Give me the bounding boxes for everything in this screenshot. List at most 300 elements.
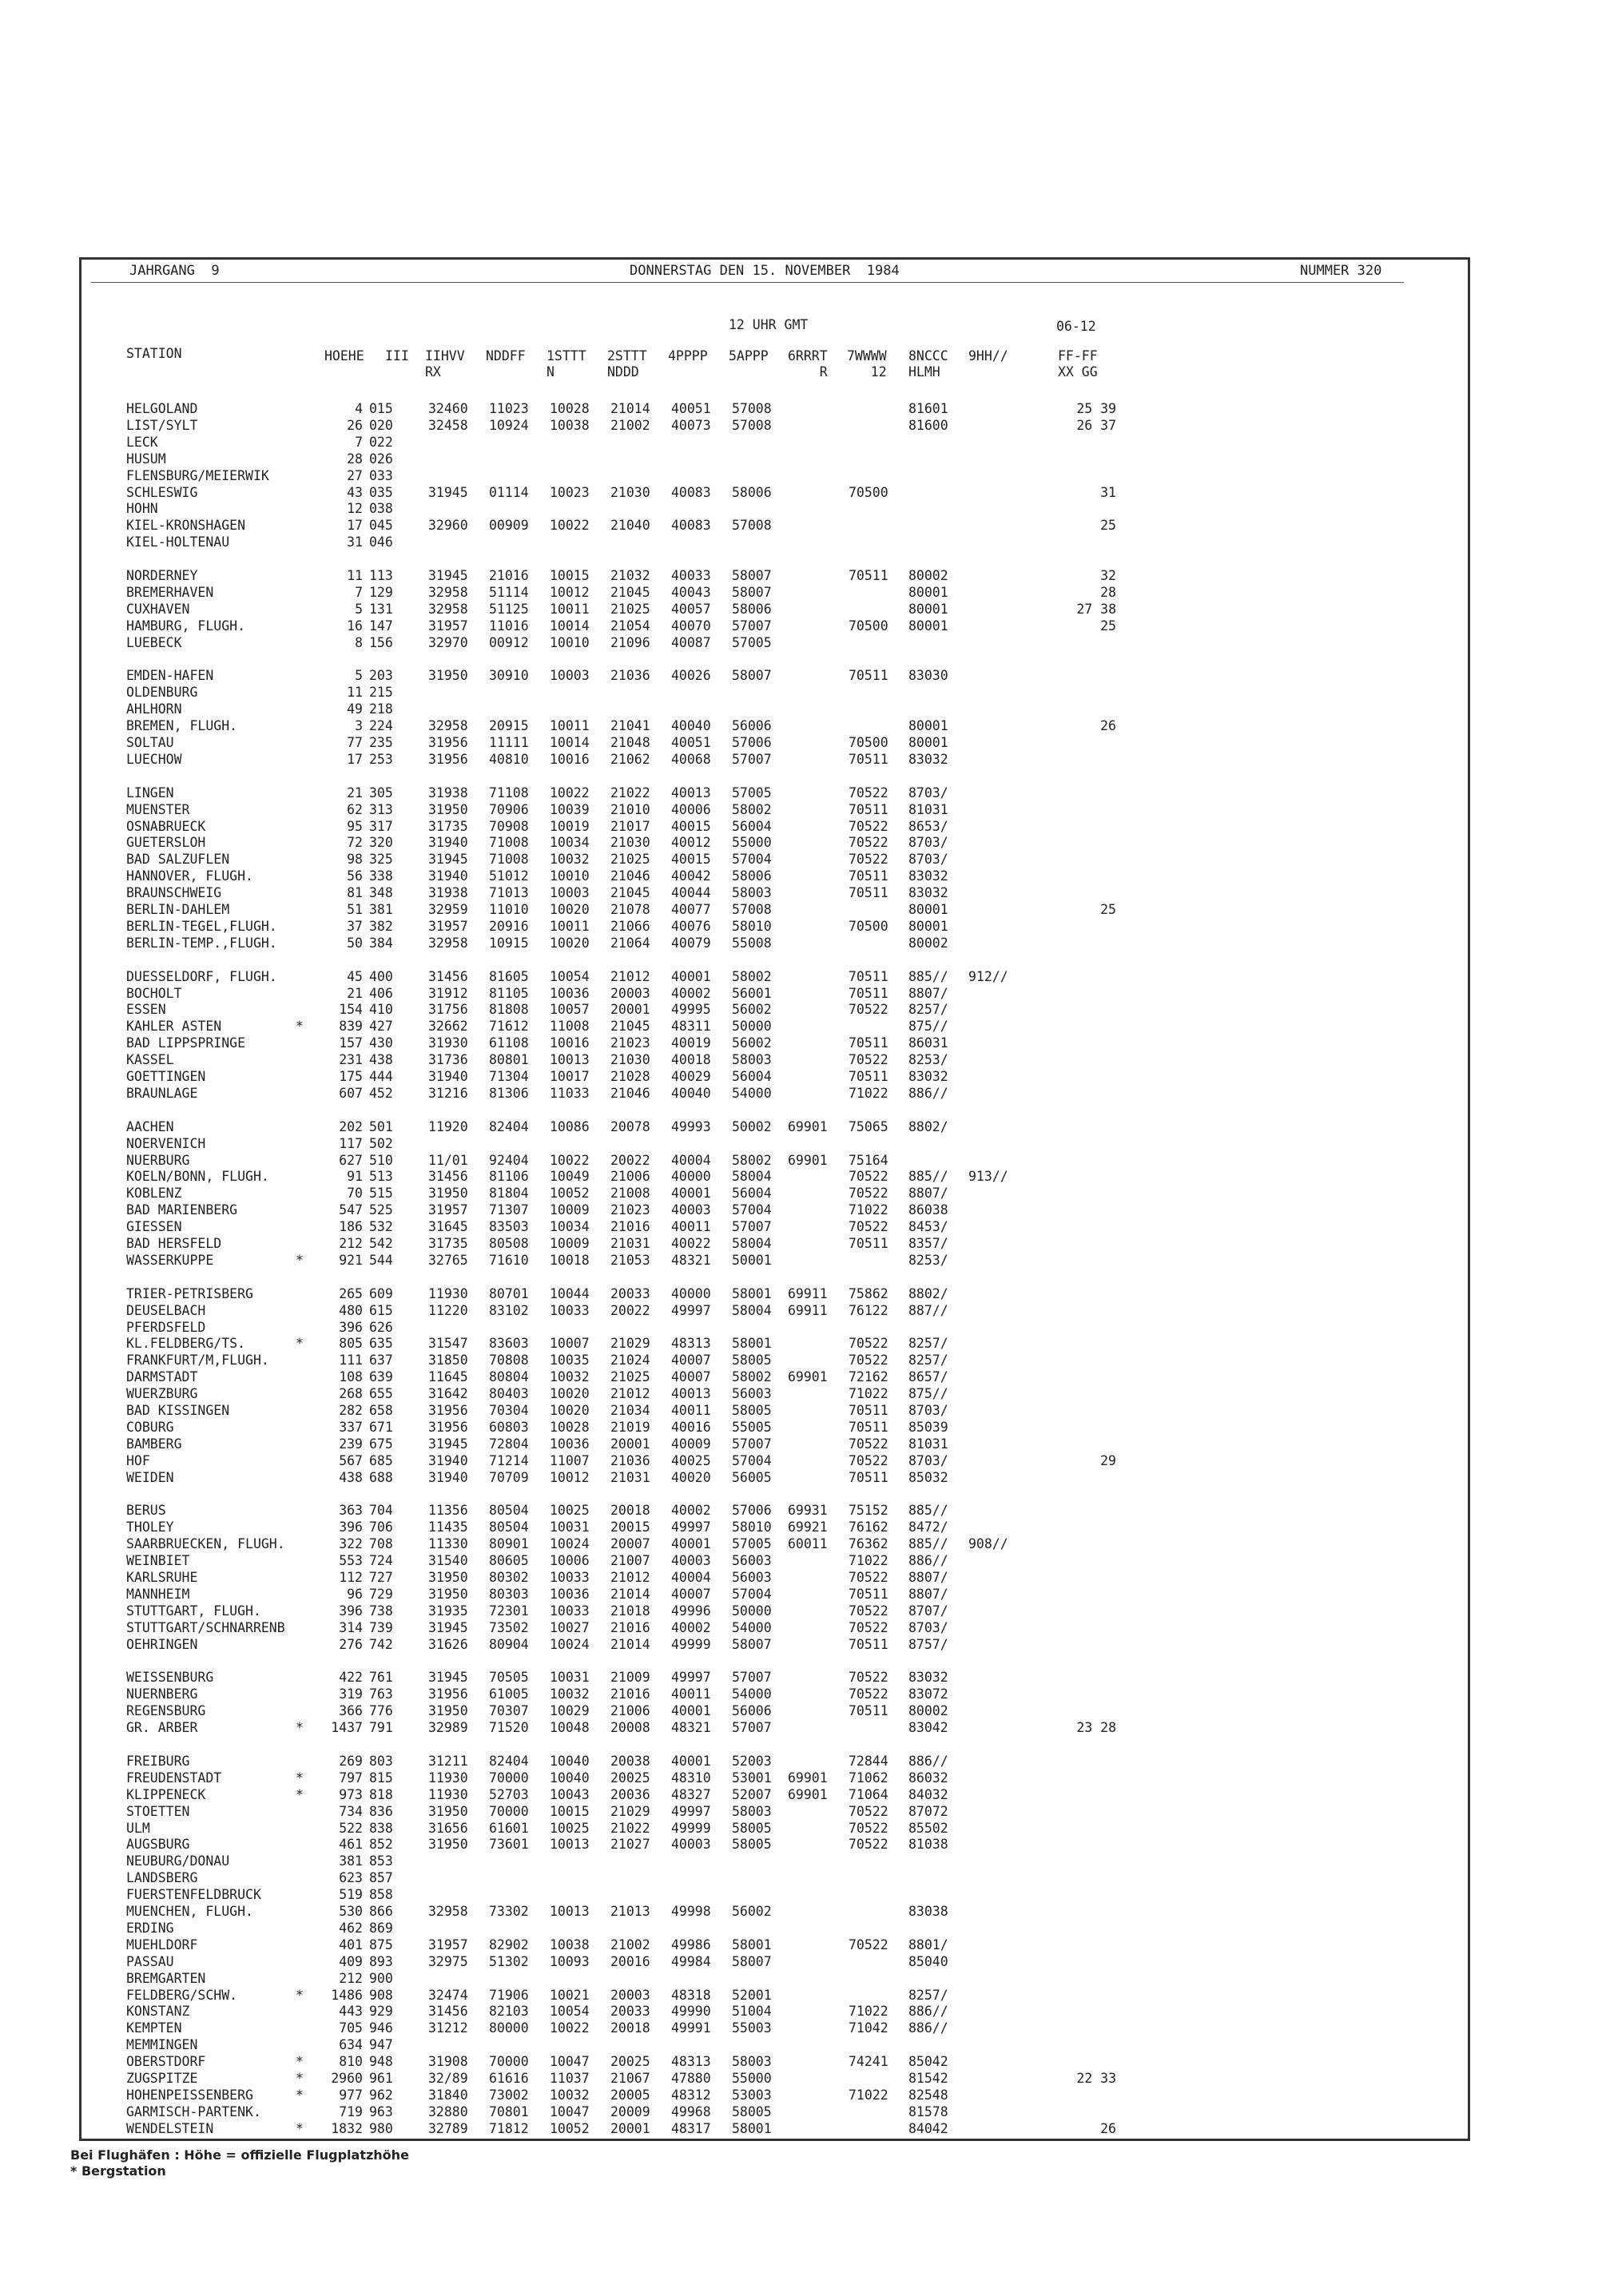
height: 108 — [339, 1369, 363, 1385]
iihvv: 31940 — [428, 1069, 468, 1084]
station-name: BERLIN-DAHLEM — [126, 902, 230, 917]
4pppp: 40044 — [671, 885, 711, 901]
8nccc: 8807/ — [908, 1186, 948, 1202]
nddff: 10924 — [489, 417, 529, 433]
2sttt: 20001 — [610, 1002, 650, 1018]
5appp: 55008 — [732, 935, 772, 951]
height: 186 — [339, 1219, 363, 1235]
height: 268 — [339, 1386, 363, 1402]
col-nddff: NDDFF — [486, 348, 526, 363]
2sttt: 20078 — [610, 1118, 650, 1134]
5appp: 58001 — [732, 1937, 772, 1952]
nddff: 61108 — [489, 1035, 529, 1051]
iihvv: 31945 — [428, 568, 468, 583]
1sttt: 10020 — [550, 935, 590, 951]
iihvv: 31735 — [428, 1236, 468, 1251]
height: 366 — [339, 1703, 363, 1719]
station-id: 400 — [369, 968, 393, 984]
iihvv: 32958 — [428, 718, 468, 734]
8nccc: 886// — [908, 1553, 948, 1569]
5appp: 58006 — [732, 868, 772, 884]
8nccc: 80002 — [908, 568, 948, 583]
7wwww: 70522 — [849, 835, 888, 851]
iihvv: 31645 — [428, 1219, 468, 1235]
5appp: 58001 — [732, 2120, 772, 2136]
station-name: ULM — [126, 1820, 150, 1836]
8nccc: 8453/ — [908, 1219, 948, 1235]
iihvv: 31950 — [428, 1570, 468, 1585]
1sttt: 10024 — [550, 1636, 590, 1652]
8nccc: 85032 — [908, 1469, 948, 1485]
height: 5 — [355, 601, 363, 617]
iihvv: 31956 — [428, 1419, 468, 1435]
8nccc: 81601 — [908, 401, 948, 416]
iihvv: 31930 — [428, 1035, 468, 1051]
height: 175 — [339, 1069, 363, 1084]
height: 1437 — [331, 1720, 363, 1736]
station-name: BERLIN-TEMP.,FLUGH. — [126, 935, 277, 951]
8nccc: 887// — [908, 1302, 948, 1318]
4pppp: 40087 — [671, 634, 711, 650]
2sttt: 21023 — [610, 1035, 650, 1051]
station-id: 510 — [369, 1152, 393, 1168]
ff-gusts: 25 — [1100, 902, 1116, 917]
jahrgang-label: JAHRGANG 9 — [129, 263, 220, 279]
8nccc: 86032 — [908, 1770, 948, 1786]
nddff: 73601 — [489, 1837, 529, 1853]
nddff: 70304 — [489, 1403, 529, 1418]
height: 212 — [339, 1970, 363, 1986]
2sttt: 20001 — [610, 1436, 650, 1452]
5appp: 51004 — [732, 2004, 772, 2020]
1sttt: 10022 — [550, 1152, 590, 1168]
iihvv: 11930 — [428, 1285, 468, 1301]
height: 797 — [339, 1770, 363, 1786]
1sttt: 10013 — [550, 1837, 590, 1853]
station-name: NEUBURG/DONAU — [126, 1853, 230, 1869]
station-id: 815 — [369, 1770, 393, 1786]
8nccc: 83042 — [908, 1720, 948, 1736]
iihvv: 31736 — [428, 1052, 468, 1068]
2sttt: 21019 — [610, 1419, 650, 1435]
station-id: 946 — [369, 2020, 393, 2036]
1sttt: 11007 — [550, 1452, 590, 1468]
7wwww: 70522 — [849, 1186, 888, 1202]
7wwww: 70511 — [849, 968, 888, 984]
7wwww: 70522 — [849, 1452, 888, 1468]
height: 396 — [339, 1519, 363, 1535]
1sttt: 10086 — [550, 1118, 590, 1134]
2sttt: 21030 — [610, 1052, 650, 1068]
nddff: 71008 — [489, 835, 529, 851]
station-name: BAD SALZUFLEN — [126, 852, 230, 868]
1sttt: 11008 — [550, 1019, 590, 1035]
station-name: DARMSTADT — [126, 1369, 198, 1385]
station-name: KOBLENZ — [126, 1186, 182, 1202]
station-id: 688 — [369, 1469, 393, 1485]
8nccc: 8801/ — [908, 1937, 948, 1952]
7wwww: 71062 — [849, 1770, 888, 1786]
station-name: BREMGARTEN — [126, 1970, 206, 1986]
5appp: 55000 — [732, 2071, 772, 2086]
station-id: 427 — [369, 1019, 393, 1035]
8nccc: 886// — [908, 2020, 948, 2036]
1sttt: 10013 — [550, 1904, 590, 1919]
1sttt: 10015 — [550, 568, 590, 583]
nddff: 70505 — [489, 1670, 529, 1686]
4pppp: 49968 — [671, 2103, 711, 2119]
4pppp: 40002 — [671, 1503, 711, 1519]
iihvv: 11920 — [428, 1118, 468, 1134]
6rrrt: 69901 — [788, 1770, 828, 1786]
4pppp: 40000 — [671, 1285, 711, 1301]
4pppp: 40012 — [671, 835, 711, 851]
col-7wwww: 7WWWW 12 — [847, 348, 887, 379]
1sttt: 10020 — [550, 902, 590, 917]
station-name: KIEL-HOLTENAU — [126, 534, 230, 550]
2sttt: 21012 — [610, 1386, 650, 1402]
1sttt: 10032 — [550, 852, 590, 868]
station-id: 020 — [369, 417, 393, 433]
1sttt: 10011 — [550, 601, 590, 617]
nddff: 11111 — [489, 735, 529, 750]
station-name: BAD HERSFELD — [126, 1236, 222, 1251]
1sttt: 10006 — [550, 1553, 590, 1569]
4pppp: 40000 — [671, 1169, 711, 1185]
2sttt: 21045 — [610, 885, 650, 901]
1sttt: 10032 — [550, 1686, 590, 1702]
1sttt: 10029 — [550, 1703, 590, 1719]
7wwww: 70511 — [849, 568, 888, 583]
weather-table-sheet — [79, 257, 1470, 2141]
station-name: WENDELSTEIN — [126, 2120, 214, 2136]
station-name: HUSUM — [126, 451, 166, 467]
8nccc: 886// — [908, 1753, 948, 1769]
1sttt: 10012 — [550, 1469, 590, 1485]
6rrrt: 69931 — [788, 1503, 828, 1519]
8nccc: 8257/ — [908, 1353, 948, 1368]
1sttt: 10043 — [550, 1786, 590, 1802]
height: 4 — [355, 401, 363, 416]
7wwww: 70500 — [849, 735, 888, 750]
col-2sttt: 2STTT NDDD — [607, 348, 647, 379]
iihvv: 31945 — [428, 484, 468, 500]
7wwww: 71022 — [849, 1553, 888, 1569]
1sttt: 10038 — [550, 417, 590, 433]
4pppp: 49999 — [671, 1636, 711, 1652]
4pppp: 49999 — [671, 1820, 711, 1836]
6rrrt: 69911 — [788, 1285, 828, 1301]
4pppp: 40001 — [671, 1703, 711, 1719]
iihvv: 31940 — [428, 835, 468, 851]
4pppp: 40004 — [671, 1152, 711, 1168]
4pppp: 40042 — [671, 868, 711, 884]
height: 401 — [339, 1937, 363, 1952]
station-id: 727 — [369, 1570, 393, 1585]
height: 396 — [339, 1319, 363, 1335]
2sttt: 20025 — [610, 2054, 650, 2070]
nddff: 70908 — [489, 818, 529, 834]
4pppp: 48311 — [671, 1019, 711, 1035]
4pppp: 49997 — [671, 1519, 711, 1535]
station-name: EMDEN-HAFEN — [126, 668, 214, 684]
8nccc: 8257/ — [908, 1987, 948, 2003]
4pppp: 40043 — [671, 584, 711, 600]
nddff: 80508 — [489, 1236, 529, 1251]
4pppp: 40009 — [671, 1436, 711, 1452]
4pppp: 40001 — [671, 1753, 711, 1769]
height: 322 — [339, 1536, 363, 1552]
height: 7 — [355, 584, 363, 600]
station-name: GARMISCH-PARTENK. — [126, 2103, 261, 2119]
6rrrt: 69901 — [788, 1118, 828, 1134]
5appp: 58007 — [732, 1636, 772, 1652]
station-id: 852 — [369, 1837, 393, 1853]
nddff: 71108 — [489, 785, 529, 800]
station-name: BRAUNLAGE — [126, 1085, 198, 1101]
1sttt: 10048 — [550, 1720, 590, 1736]
2sttt: 21029 — [610, 1803, 650, 1819]
5appp: 58004 — [732, 1302, 772, 1318]
iihvv: 32959 — [428, 902, 468, 917]
1sttt: 10031 — [550, 1519, 590, 1535]
2sttt: 21002 — [610, 417, 650, 433]
4pppp: 40019 — [671, 1035, 711, 1051]
iihvv: 31956 — [428, 735, 468, 750]
2sttt: 21030 — [610, 484, 650, 500]
height: 157 — [339, 1035, 363, 1051]
nddff: 71612 — [489, 1019, 529, 1035]
station-id: 869 — [369, 1920, 393, 1936]
height: 96 — [347, 1586, 363, 1602]
iihvv: 31212 — [428, 2020, 468, 2036]
nddff: 80904 — [489, 1636, 529, 1652]
4pppp: 40003 — [671, 1553, 711, 1569]
4pppp: 40001 — [671, 1536, 711, 1552]
station-name: THOLEY — [126, 1519, 174, 1535]
2sttt: 20033 — [610, 2004, 650, 2020]
height: 56 — [347, 868, 363, 884]
height: 91 — [347, 1169, 363, 1185]
station-id: 626 — [369, 1319, 393, 1335]
4pppp: 40007 — [671, 1369, 711, 1385]
5appp: 57008 — [732, 902, 772, 917]
height: 443 — [339, 2004, 363, 2020]
1sttt: 11037 — [550, 2071, 590, 2086]
height: 72 — [347, 835, 363, 851]
6rrrt: 69901 — [788, 1369, 828, 1385]
8nccc: 8703/ — [908, 1452, 948, 1468]
nddff: 71307 — [489, 1202, 529, 1218]
height: 12 — [347, 501, 363, 517]
8nccc: 84042 — [908, 2120, 948, 2136]
station-name: REGENSBURG — [126, 1703, 206, 1719]
5appp: 57008 — [732, 518, 772, 534]
station-id: 791 — [369, 1720, 393, 1736]
ff-gusts: 28 — [1100, 584, 1116, 600]
mountain-marker: * — [296, 1336, 304, 1352]
8nccc: 80001 — [908, 618, 948, 634]
8nccc: 886// — [908, 1085, 948, 1101]
station-id: 444 — [369, 1069, 393, 1084]
height: 111 — [339, 1353, 363, 1368]
4pppp: 48312 — [671, 2087, 711, 2103]
station-name: BERLIN-TEGEL,FLUGH. — [126, 918, 277, 934]
height: 319 — [339, 1686, 363, 1702]
nddff: 61005 — [489, 1686, 529, 1702]
issue-number: NUMMER 320 — [1300, 263, 1382, 279]
2sttt: 20009 — [610, 2103, 650, 2119]
5appp: 58002 — [732, 1369, 772, 1385]
height: 17 — [347, 518, 363, 534]
4pppp: 47880 — [671, 2071, 711, 2086]
station-name: KARLSRUHE — [126, 1570, 198, 1585]
8nccc: 83030 — [908, 668, 948, 684]
station-name: HOF — [126, 1452, 150, 1468]
2sttt: 20001 — [610, 2120, 650, 2136]
ff-gusts: 31 — [1100, 484, 1116, 500]
iihvv: 31211 — [428, 1753, 468, 1769]
4pppp: 49990 — [671, 2004, 711, 2020]
4pppp: 40011 — [671, 1219, 711, 1235]
iihvv: 11/01 — [428, 1152, 468, 1168]
nddff: 82404 — [489, 1118, 529, 1134]
height: 409 — [339, 1953, 363, 1969]
height: 363 — [339, 1503, 363, 1519]
station-id: 382 — [369, 918, 393, 934]
nddff: 71610 — [489, 1252, 529, 1268]
col-iii: III — [385, 348, 409, 363]
iihvv: 11645 — [428, 1369, 468, 1385]
height: 461 — [339, 1837, 363, 1853]
5appp: 56004 — [732, 1069, 772, 1084]
height: 49 — [347, 701, 363, 717]
7wwww: 76122 — [849, 1302, 888, 1318]
ff-gusts: 32 — [1100, 568, 1116, 583]
nddff: 80701 — [489, 1285, 529, 1301]
4pppp: 40025 — [671, 1452, 711, 1468]
station-id: 348 — [369, 885, 393, 901]
1sttt: 10032 — [550, 1369, 590, 1385]
station-name: FELDBERG/SCHW. — [126, 1987, 238, 2003]
5appp: 56006 — [732, 718, 772, 734]
iihvv: 11356 — [428, 1503, 468, 1519]
1sttt: 10036 — [550, 1436, 590, 1452]
station-id: 875 — [369, 1937, 393, 1952]
station-name: DEUSELBACH — [126, 1302, 206, 1318]
station-name: STOETTEN — [126, 1803, 190, 1819]
1sttt: 10039 — [550, 801, 590, 817]
5appp: 58007 — [732, 584, 772, 600]
5appp: 57007 — [732, 1436, 772, 1452]
nddff: 70000 — [489, 2054, 529, 2070]
8nccc: 81600 — [908, 417, 948, 433]
station-name: WEIDEN — [126, 1469, 174, 1485]
station-id: 253 — [369, 751, 393, 767]
5appp: 56006 — [732, 1703, 772, 1719]
4pppp: 49997 — [671, 1302, 711, 1318]
4pppp: 40068 — [671, 751, 711, 767]
iihvv: 31950 — [428, 1837, 468, 1853]
7wwww: 75152 — [849, 1503, 888, 1519]
5appp: 57007 — [732, 1720, 772, 1736]
1sttt: 10047 — [550, 2054, 590, 2070]
5appp: 56003 — [732, 1553, 772, 1569]
4pppp: 40015 — [671, 818, 711, 834]
7wwww: 72844 — [849, 1753, 888, 1769]
7wwww: 70511 — [849, 668, 888, 684]
height: 547 — [339, 1202, 363, 1218]
7wwww: 76362 — [849, 1536, 888, 1552]
station-id: 838 — [369, 1820, 393, 1836]
iihvv: 32/89 — [428, 2071, 468, 2086]
1sttt: 10024 — [550, 1536, 590, 1552]
col-5appp: 5APPP — [729, 348, 769, 363]
2sttt: 21014 — [610, 1636, 650, 1652]
2sttt: 21025 — [610, 1369, 650, 1385]
8nccc: 86038 — [908, 1202, 948, 1218]
2sttt: 21054 — [610, 618, 650, 634]
1sttt: 10035 — [550, 1353, 590, 1368]
station-name: KEMPTEN — [126, 2020, 182, 2036]
7wwww: 70522 — [849, 852, 888, 868]
station-name: NORDERNEY — [126, 568, 198, 583]
7wwww: 70522 — [849, 1937, 888, 1952]
iihvv: 31956 — [428, 1403, 468, 1418]
height: 1486 — [331, 1987, 363, 2003]
7wwww: 71022 — [849, 2004, 888, 2020]
station-id: 853 — [369, 1853, 393, 1869]
iihvv: 32765 — [428, 1252, 468, 1268]
iihvv: 31950 — [428, 1803, 468, 1819]
7wwww: 71022 — [849, 1202, 888, 1218]
1sttt: 10052 — [550, 2120, 590, 2136]
station-name: KASSEL — [126, 1052, 174, 1068]
mountain-marker: * — [296, 1252, 304, 1268]
4pppp: 48321 — [671, 1720, 711, 1736]
height: 422 — [339, 1670, 363, 1686]
station-id: 147 — [369, 618, 393, 634]
station-id: 948 — [369, 2054, 393, 2070]
station-name: GR. ARBER — [126, 1720, 198, 1736]
7wwww: 71022 — [849, 2087, 888, 2103]
1sttt: 10033 — [550, 1302, 590, 1318]
7wwww: 70511 — [849, 1035, 888, 1051]
nddff: 70000 — [489, 1770, 529, 1786]
1sttt: 10022 — [550, 2020, 590, 2036]
station-id: 045 — [369, 518, 393, 534]
station-id: 544 — [369, 1252, 393, 1268]
iihvv: 31756 — [428, 1002, 468, 1018]
2sttt: 20008 — [610, 1720, 650, 1736]
4pppp: 40051 — [671, 401, 711, 416]
2sttt: 20038 — [610, 1753, 650, 1769]
nddff: 60803 — [489, 1419, 529, 1435]
1sttt: 10022 — [550, 518, 590, 534]
height: 26 — [347, 417, 363, 433]
mountain-marker: * — [296, 1786, 304, 1802]
4pppp: 48317 — [671, 2120, 711, 2136]
nddff: 00912 — [489, 634, 529, 650]
2sttt: 21066 — [610, 918, 650, 934]
2sttt: 21010 — [610, 801, 650, 817]
station-id: 729 — [369, 1586, 393, 1602]
2sttt: 21031 — [610, 1236, 650, 1251]
height: 28 — [347, 451, 363, 467]
ff-gusts: 25 39 — [1076, 401, 1116, 416]
7wwww: 70511 — [849, 1469, 888, 1485]
height: 43 — [347, 484, 363, 500]
